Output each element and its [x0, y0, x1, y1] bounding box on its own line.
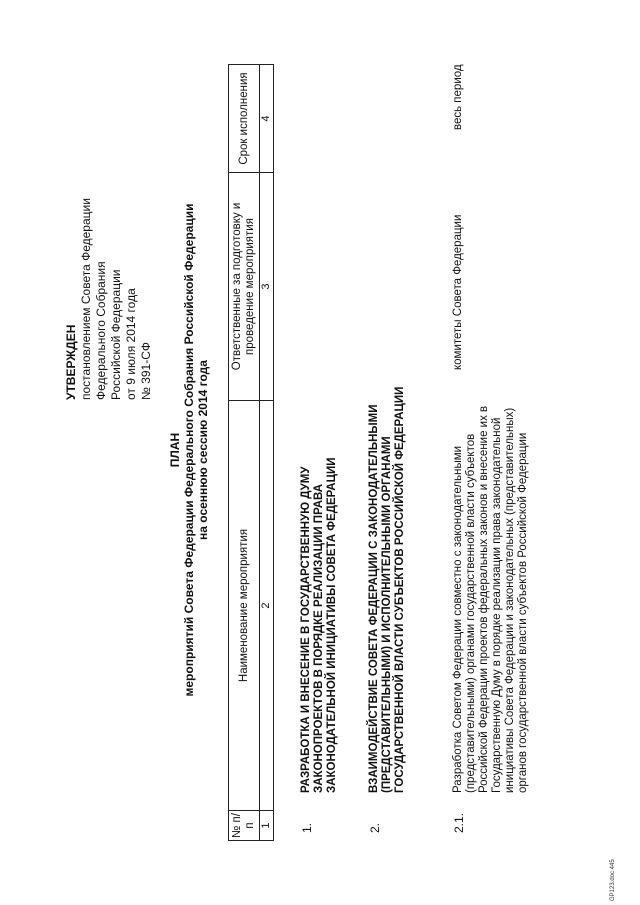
approval-line: Федерального Собрания: [94, 261, 108, 400]
header-name: Наименование мероприятия: [229, 401, 260, 811]
header-responsible: Ответственные за подготовку и проведение мероприятия: [229, 173, 260, 401]
row-number: 1.: [300, 822, 314, 833]
header-number: № п/п: [229, 811, 260, 841]
header-term: Срок исполнения: [229, 65, 260, 173]
header-index-4: 4: [260, 65, 274, 173]
row-responsible: комитеты Совета Федерации: [452, 214, 464, 370]
header-index-2: 2: [260, 401, 274, 811]
approval-line: Российской Федерации: [109, 269, 123, 400]
approval-heading: УТВЕРЖДЕН: [64, 324, 78, 400]
row-title: РАЗРАБОТКА И ВНЕСЕНИЕ В ГОСУДАРСТВЕННУЮ ДУМУ ЗАКОНОПРОЕКТОВ В ПОРЯДКЕ РЕАЛИЗАЦИИ ПРАВА ЗАКОНОДАТЕЛЬНОЙ ИНИЦИАТИВЫ СОВЕТА ФЕДЕРАЦИИ: [300, 457, 338, 793]
row-title: ВЗАИМОДЕЙСТВИЕ СОВЕТА ФЕДЕРАЦИИ С ЗАКОНОДАТЕЛЬНЫМИ (ПРЕДСТАВИТЕЛЬНЫМИ) И ИСПОЛНИТЕЛЬНЫМИ ОРГАНАМИ ГОСУДАРСТВЕННОЙ ВЛАСТИ СУБЪЕКТОВ РОССИЙСКОЙ ФЕДЕРАЦИИ: [368, 386, 406, 793]
approval-line: № 391-СФ: [139, 341, 153, 400]
row-number: 2.1.: [452, 812, 466, 833]
title-session: на осеннюю сессию 2014 года: [196, 360, 210, 540]
header-index-1: 1: [260, 811, 274, 841]
row-term: весь период: [452, 64, 464, 130]
row-description: Разработка Советом Федерации совместно с законодательными (представительными) органами государственной власти субъектов Российской Федерации проектов федеральных законов и внесение их в Государственную Думу в порядке реализации права законодательной инициативы Совета Федерации и законодательных (представительных) органов государственной власти субъектов Российской Федерации: [452, 405, 529, 793]
title-subtitle: мероприятий Совета Федерации Федерального Собрания Российской Федерации: [182, 203, 196, 697]
approval-line: постановлением Совета Федерации: [79, 198, 93, 400]
row-number: 2.: [368, 822, 382, 833]
title-plan: ПЛАН: [168, 432, 182, 468]
document-code: GP123.doc 445: [610, 859, 616, 901]
approval-line: от 9 июля 2014 года: [124, 288, 138, 400]
header-index-3: 3: [260, 173, 274, 401]
